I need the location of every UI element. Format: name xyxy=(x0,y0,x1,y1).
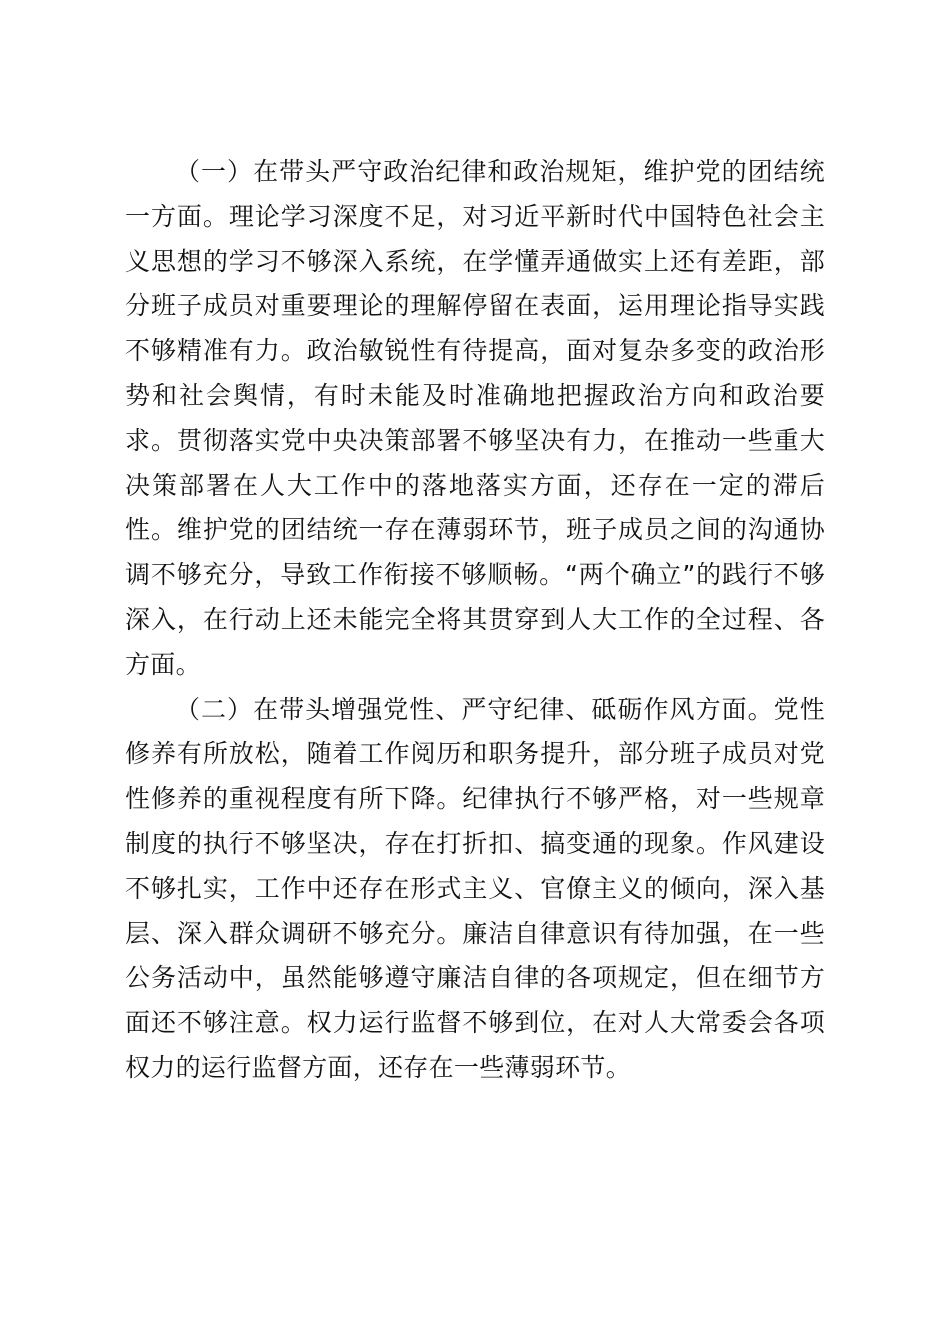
document-body xyxy=(125,150,825,1091)
paragraph-two-heading: （二）在带头增强党性、严守纪律、砥砺作风方面。 xyxy=(175,694,774,724)
paragraph-one xyxy=(125,150,825,688)
paragraph-two xyxy=(125,688,825,1091)
paragraph-one-heading: （一）在带头严守政治纪律和政治规矩，维护党的团结统一方面。 xyxy=(125,157,825,231)
paragraph-one-text: 理论学习深度不足，对习近平新时代中国特色社会主义思想的学习不够深入系统，在学懂弄通做实上还有差距，部分班子成员对重要理论的理解停留在表面，运用理论指导实践不够精准有力。政治敏锐性有待提高，面对复杂多变的政治形势和社会舆情，有时未能及时准确地把握政治方向和政治要求。贯彻落实党中央决策部署不够坚决有力，在推动一些重大决策部署在人大工作中的落地落实方面，还存在一定的滞后性。维护党的团结统一存在薄弱环节，班子成员之间的沟通协调不够充分，导致工作衔接不够顺畅。“两个确立”的践行不够深入，在行动上还未能完全将其贯穿到人大工作的全过程、各方面。 xyxy=(125,201,826,679)
paragraph-two-text: 党性修养有所放松，随着工作阅历和职务提升，部分班子成员对党性修养的重视程度有所下降。纪律执行不够严格，对一些规章制度的执行不够坚决，存在打折扣、搞变通的现象。作风建设不够扎实，工作中还存在形式主义、官僚主义的倾向，深入基层、深入群众调研不够充分。廉洁自律意识有待加强，在一些公务活动中，虽然能够遵守廉洁自律的各项规定，但在细节方面还不够注意。权力运行监督不够到位，在对人大常委会各项权力的运行监督方面，还存在一些薄弱环节。 xyxy=(125,694,826,1082)
